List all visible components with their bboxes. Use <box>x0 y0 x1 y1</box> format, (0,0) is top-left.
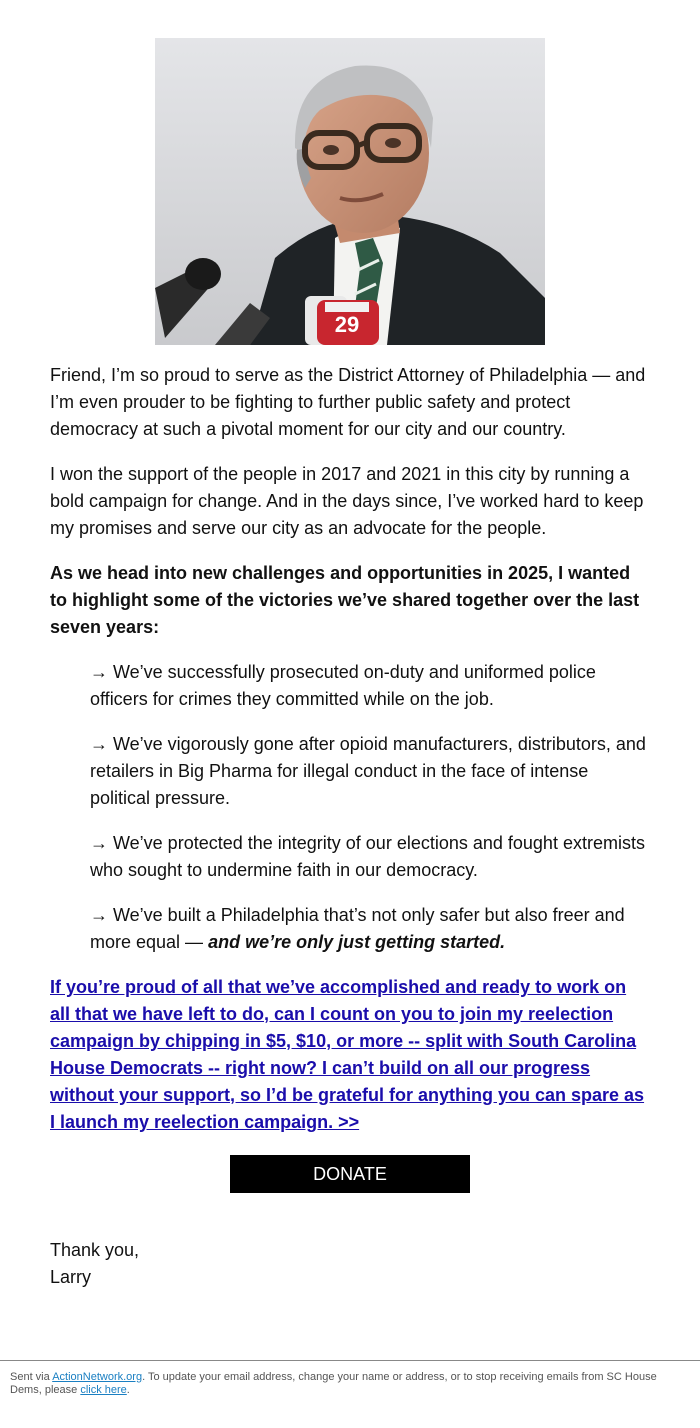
unsubscribe-link[interactable]: click here <box>80 1384 127 1396</box>
actionnetwork-link[interactable]: ActionNetwork.org <box>52 1371 143 1383</box>
footer-prefix: Sent via <box>10 1371 53 1383</box>
candidate-photo-illustration <box>155 38 545 345</box>
victory-item <box>90 902 650 956</box>
intro-paragraph: Friend, I’m so proud to serve as the District Attorney of Philadelphia — and I’m even prouder to be fighting to further public safety and protect democracy at such a pivotal moment for our city and our country. <box>50 365 646 439</box>
svg-text:29: 29 <box>334 312 360 337</box>
victories-heading: As we head into new challenges and opportunities in 2025, I wanted to highlight some of the victories we’ve shared together over the last seven years: <box>50 563 640 637</box>
signoff-closing: Thank you, <box>50 1240 140 1260</box>
signoff <box>50 1237 139 1291</box>
footer-suffix: . <box>126 1384 130 1396</box>
victory-item-emphasis: and we’re only just getting started. <box>208 932 506 952</box>
footer-text: . To update your email address, change your name or address, or to stop receiving emails from SC House Dems, please <box>10 1371 657 1396</box>
support-paragraph: I won the support of the people in 2017 and 2021 in this city by running a bold campaign for change. And in the days since, I’ve worked hard to keep my promises and serve our city as an advocate for the people. <box>50 464 644 538</box>
victories-list <box>90 659 650 956</box>
donate-button[interactable]: DONATE <box>230 1155 470 1193</box>
email-body <box>50 362 650 1154</box>
candidate-photo <box>155 38 545 345</box>
victory-item-text: → We’ve built a Philadelphia that’s not only safer but also freer and more equal — <box>90 905 625 952</box>
victory-item: → We’ve successfully prosecuted on-duty and uniformed police officers for crimes they committed while on the job. <box>90 662 596 709</box>
donation-appeal-link[interactable]: If you’re proud of all that we’ve accomplished and ready to work on all that we have left to do, can I count on you to join my reelection campaign by chipping in $5, $10, or more -- split with South Carolina House Democrats -- right now? I can’t build on all our progress without your support, so I’d be grateful for anything you can spare as I launch my reelection campaign. >> <box>50 977 645 1132</box>
donate-container <box>230 1155 470 1193</box>
victory-item: → We’ve vigorously gone after opioid manufacturers, distributors, and retailers in Big Pharma for illegal conduct in the face of intense political pressure. <box>90 734 646 808</box>
email-footer <box>0 1360 700 1397</box>
signoff-signature: Larry <box>50 1267 92 1287</box>
victory-item: → We’ve protected the integrity of our elections and fought extremists who sought to undermine faith in our democracy. <box>90 833 645 880</box>
